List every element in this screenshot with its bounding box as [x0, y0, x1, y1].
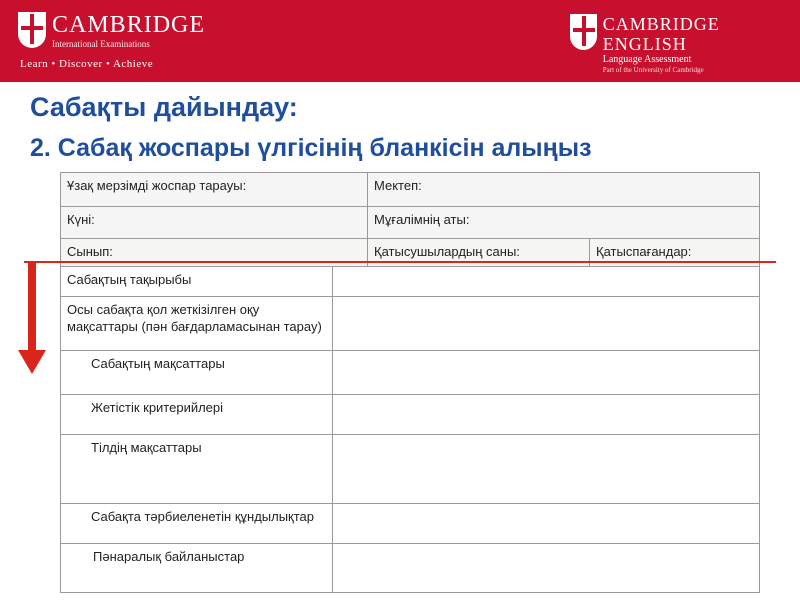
slide-subtitle: 2. Сабақ жоспары үлгісінің бланкісін алыңыз: [30, 134, 592, 162]
language-objectives-value[interactable]: [332, 434, 760, 504]
tagline: Learn • Discover • Achieve: [20, 58, 154, 70]
brand-right-name: CAMBRIDGE ENGLISH: [602, 14, 720, 54]
date-cell: Күні:: [60, 206, 368, 239]
class-cell: Сынып:: [60, 238, 368, 267]
red-highlight-line: [24, 261, 776, 263]
lesson-aims-label: Сабақтың мақсаттары: [60, 350, 333, 395]
values-label: Сабақта тәрбиеленетін құндылықтар: [60, 503, 333, 544]
success-criteria-label: Жетістік критерийлері: [60, 394, 333, 435]
learning-objectives-value[interactable]: [332, 296, 760, 351]
brand-subtitle: International Examinations: [52, 39, 150, 49]
slide-title: Сабақты дайындау:: [30, 92, 298, 122]
absent-cell: Қатыспағандар:: [589, 238, 760, 267]
language-objectives-label: Тілдің мақсаттары: [60, 434, 333, 504]
lesson-topic-value[interactable]: [332, 266, 760, 297]
lesson-aims-value[interactable]: [332, 350, 760, 395]
cambridge-english-logo: [570, 14, 800, 75]
cambridge-logo: [18, 12, 205, 52]
shield-icon: [570, 14, 597, 50]
success-criteria-value[interactable]: [332, 394, 760, 435]
participants-cell: Қатысушылардың саны:: [367, 238, 590, 267]
arrow-head-icon: [18, 350, 46, 374]
learning-objectives-label: Осы сабақта қол жеткізілген оқу мақсаттары (пән бағдарламасынан тарау): [60, 296, 333, 351]
values-value[interactable]: [332, 503, 760, 544]
brand-right-subtitle2: Part of the University of Cambridge: [602, 66, 704, 74]
shield-icon: [18, 12, 46, 48]
long-term-plan-cell: Ұзақ мерзімді жоспар тарауы:: [60, 172, 368, 207]
down-arrow-icon: [28, 263, 36, 353]
school-cell: Мектеп:: [367, 172, 760, 207]
cross-curricular-value[interactable]: [332, 543, 760, 593]
teacher-name-cell: Мұғалімнің аты:: [367, 206, 760, 239]
lesson-topic-label: Сабақтың тақырыбы: [60, 266, 333, 297]
brand-name: CAMBRIDGE: [52, 12, 206, 38]
header-banner: [0, 0, 800, 82]
cross-curricular-label: Пәнаралық байланыстар: [60, 543, 333, 593]
brand-right-subtitle: Language Assessment: [602, 54, 692, 65]
